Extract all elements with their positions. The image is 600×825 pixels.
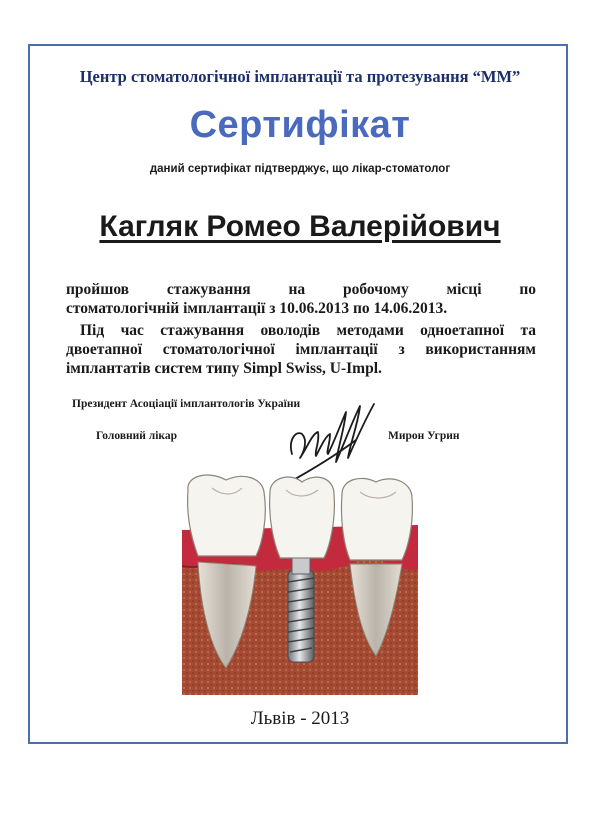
dental-implant-icon — [182, 470, 418, 695]
certificate-subtitle: даний сертифікат підтверджує, що лікар-стоматолог — [149, 163, 451, 175]
certificate-title: Сертифікат — [189, 104, 411, 146]
signatory-name: Мирон Угрин — [388, 430, 460, 442]
body-line-5: імплантатів систем типу Simpl Swiss, U-Impl. — [66, 360, 382, 377]
chief-doctor-title: Головний лікар — [96, 430, 178, 442]
body-line-4: двоетапної стоматологічної імплантації з використанням — [66, 341, 536, 358]
president-title: Президент Асоціації імплантологів України — [72, 398, 301, 410]
city-year: Львів - 2013 — [250, 708, 350, 729]
body-line-1: пройшов стажування на робочому місці по — [66, 281, 536, 298]
recipient-name: Кагляк Ромео Валерійович — [99, 210, 501, 243]
organization-name: Центр стоматологічної імплантації та протезування “ММ” — [79, 67, 521, 86]
body-line-2: стоматологічній імплантації з 10.06.2013 по 14.06.2013. — [66, 300, 448, 317]
body-line-3: Під час стажування оволодів методами одноетапної та — [80, 322, 536, 339]
